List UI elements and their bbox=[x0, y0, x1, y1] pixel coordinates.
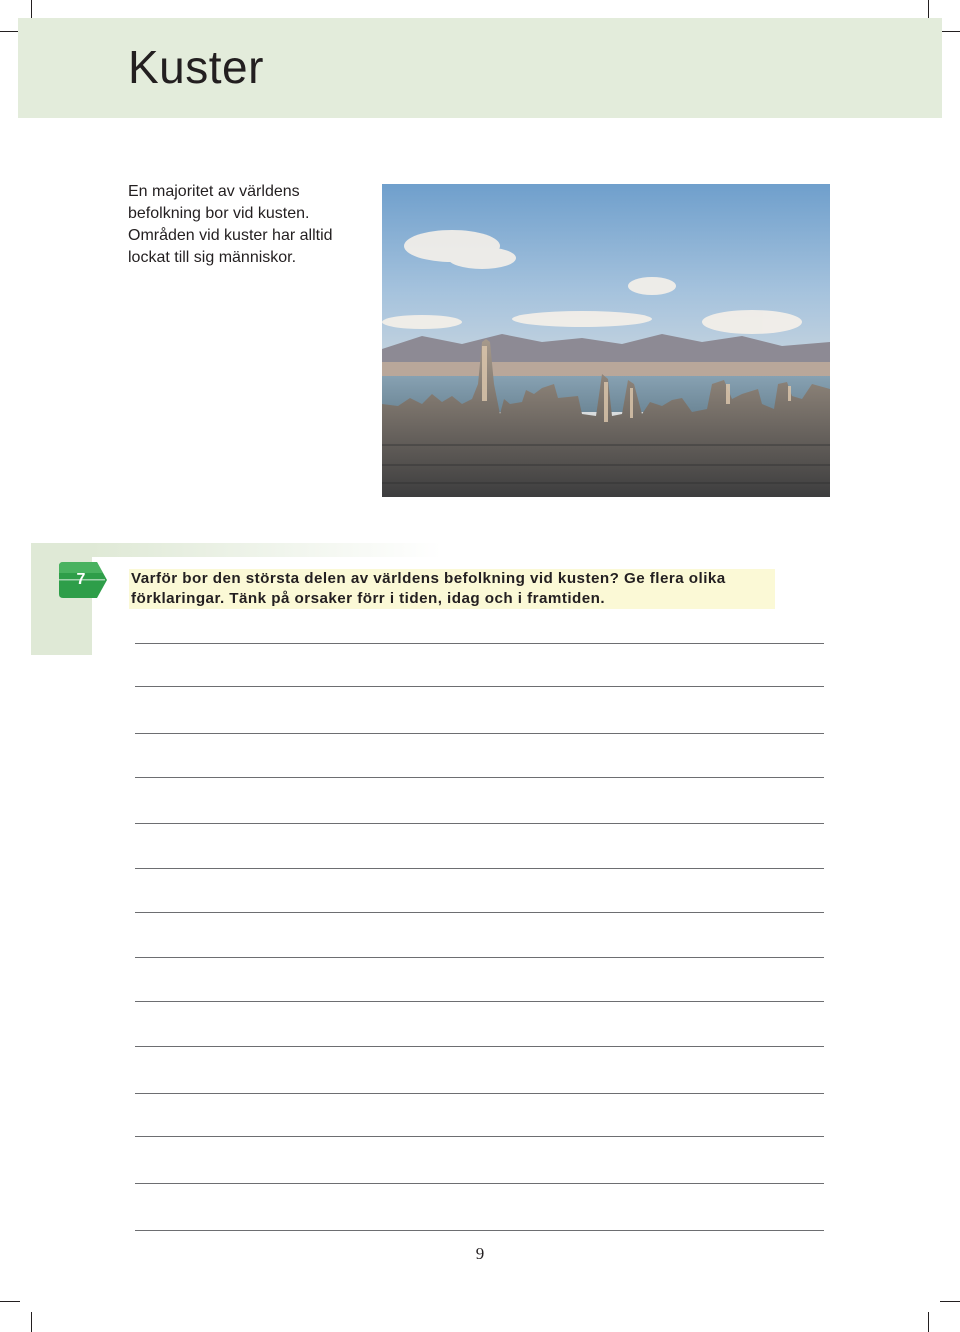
intro-line: befolkning bor vid kusten. bbox=[128, 205, 310, 222]
answer-line[interactable] bbox=[135, 1230, 824, 1231]
question-text bbox=[129, 569, 775, 609]
answer-line[interactable] bbox=[135, 1093, 824, 1094]
question-line: förklaringar. Tänk på orsaker förr i tiden, idag och i framtiden. bbox=[131, 590, 606, 607]
crop-mark-top-left-h bbox=[0, 31, 20, 32]
question-number: 7 bbox=[76, 571, 86, 588]
intro-line: lockat till sig människor. bbox=[128, 249, 297, 266]
answer-line[interactable] bbox=[135, 868, 824, 869]
answer-line[interactable] bbox=[135, 1136, 824, 1137]
crop-mark-bottom-left-h bbox=[0, 1301, 20, 1302]
answer-line[interactable] bbox=[135, 1183, 824, 1184]
answer-line[interactable] bbox=[135, 733, 824, 734]
answer-line[interactable] bbox=[135, 643, 824, 644]
crop-mark-top-left-v bbox=[31, 0, 32, 20]
crop-mark-top-right-h bbox=[940, 31, 960, 32]
intro-line: Områden vid kuster har alltid bbox=[128, 227, 333, 244]
crop-mark-top-right-v bbox=[928, 0, 929, 20]
crop-mark-bottom-right-v bbox=[928, 1312, 929, 1332]
question-sidebar bbox=[31, 543, 92, 655]
answer-line[interactable] bbox=[135, 1046, 824, 1047]
question-line: Varför bor den största delen av världens befolkning vid kusten? Ge flera olika bbox=[131, 570, 726, 587]
question-top-band bbox=[92, 543, 442, 557]
intro-text bbox=[128, 181, 368, 269]
crop-mark-bottom-right-h bbox=[940, 1301, 960, 1302]
intro-line: En majoritet av världens bbox=[128, 183, 300, 200]
answer-line[interactable] bbox=[135, 823, 824, 824]
answer-line[interactable] bbox=[135, 957, 824, 958]
answer-line[interactable] bbox=[135, 1001, 824, 1002]
page-title: Kuster bbox=[128, 41, 264, 93]
answer-line[interactable] bbox=[135, 686, 824, 687]
answer-line[interactable] bbox=[135, 912, 824, 913]
answer-line[interactable] bbox=[135, 777, 824, 778]
page-number: 9 bbox=[475, 1244, 485, 1263]
crop-mark-bottom-left-v bbox=[31, 1312, 32, 1332]
coastal-city-photo bbox=[382, 184, 830, 497]
